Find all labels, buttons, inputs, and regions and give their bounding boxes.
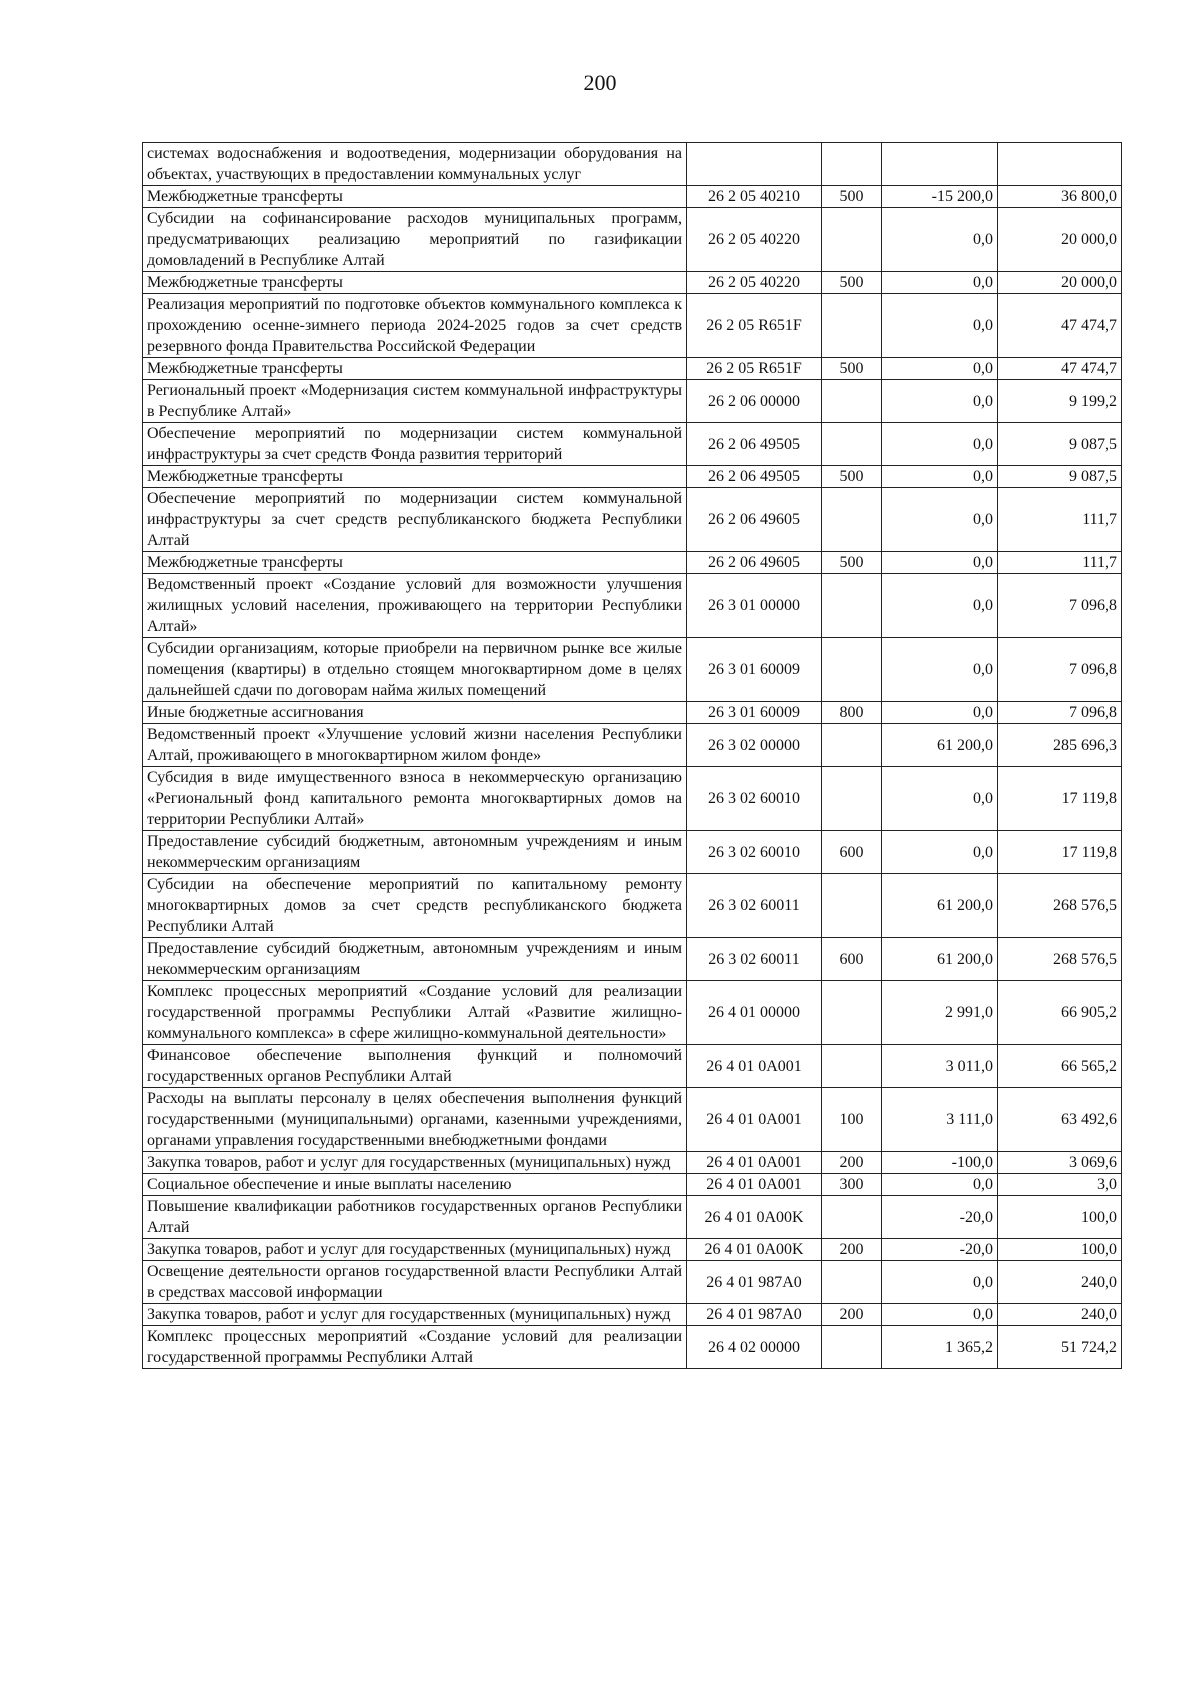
row-expense-type xyxy=(822,1196,882,1239)
row-total-amount: 240,0 xyxy=(998,1304,1122,1326)
table-row xyxy=(143,143,1122,186)
row-name: Предоставление субсидий бюджетным, автономным учреждениям и иным некоммерческим организациям xyxy=(143,831,687,874)
row-total-amount: 100,0 xyxy=(998,1239,1122,1261)
table-row xyxy=(143,874,1122,938)
row-expense-type xyxy=(822,874,882,938)
row-target-code: 26 3 02 60010 xyxy=(687,831,822,874)
table-row xyxy=(143,938,1122,981)
row-change-amount: 0,0 xyxy=(882,423,998,466)
table-row xyxy=(143,1152,1122,1174)
row-name: Субсидии на обеспечение мероприятий по капитальному ремонту многоквартирных домов за счет средств республиканского бюджета Республики Алтай xyxy=(143,874,687,938)
row-change-amount: 0,0 xyxy=(882,358,998,380)
row-change-amount: 0,0 xyxy=(882,831,998,874)
row-total-amount: 17 119,8 xyxy=(998,831,1122,874)
row-target-code: 26 4 01 0A00K xyxy=(687,1196,822,1239)
row-name: Ведомственный проект «Улучшение условий жизни населения Республики Алтай, проживающего в многоквартирном жилом фонде» xyxy=(143,724,687,767)
row-target-code: 26 2 05 40220 xyxy=(687,208,822,272)
table-body xyxy=(143,143,1122,1369)
row-target-code: 26 3 02 00000 xyxy=(687,724,822,767)
row-name: Межбюджетные трансферты xyxy=(143,466,687,488)
row-name: Закупка товаров, работ и услуг для государственных (муниципальных) нужд xyxy=(143,1239,687,1261)
row-expense-type xyxy=(822,1045,882,1088)
row-name: Предоставление субсидий бюджетным, автономным учреждениям и иным некоммерческим организациям xyxy=(143,938,687,981)
row-expense-type: 500 xyxy=(822,552,882,574)
row-name: Комплекс процессных мероприятий «Создание условий для реализации государственной программы Республики Алтай «Развитие жилищно-коммунального комплекса» в сфере жилищно-коммунальной деятельности» xyxy=(143,981,687,1045)
row-change-amount: 0,0 xyxy=(882,1304,998,1326)
row-expense-type: 200 xyxy=(822,1152,882,1174)
table-row xyxy=(143,488,1122,552)
row-name: Межбюджетные трансферты xyxy=(143,552,687,574)
row-expense-type xyxy=(822,724,882,767)
row-change-amount: 61 200,0 xyxy=(882,724,998,767)
row-name: Субсидии организациям, которые приобрели на первичном рынке все жилые помещения (квартиры) в отдельно стоящем многоквартирном доме в целях дальнейшей сдачи по договорам найма жилых помещений xyxy=(143,638,687,702)
row-change-amount: -15 200,0 xyxy=(882,186,998,208)
table-row xyxy=(143,272,1122,294)
row-change-amount: 0,0 xyxy=(882,272,998,294)
row-change-amount: 61 200,0 xyxy=(882,938,998,981)
row-total-amount: 63 492,6 xyxy=(998,1088,1122,1152)
row-expense-type xyxy=(822,380,882,423)
row-total-amount: 111,7 xyxy=(998,552,1122,574)
row-expense-type xyxy=(822,574,882,638)
row-target-code: 26 3 02 60011 xyxy=(687,874,822,938)
row-total-amount: 66 565,2 xyxy=(998,1045,1122,1088)
row-target-code: 26 4 01 987A0 xyxy=(687,1261,822,1304)
row-name: Субсидии на софинансирование расходов муниципальных программ, предусматривающих реализацию мероприятий по газификации домовладений в Республике Алтай xyxy=(143,208,687,272)
row-target-code: 26 4 01 0A001 xyxy=(687,1045,822,1088)
row-target-code: 26 3 02 60011 xyxy=(687,938,822,981)
row-change-amount: 0,0 xyxy=(882,767,998,831)
row-expense-type: 500 xyxy=(822,272,882,294)
row-total-amount: 66 905,2 xyxy=(998,981,1122,1045)
table-row xyxy=(143,574,1122,638)
row-total-amount: 9 199,2 xyxy=(998,380,1122,423)
row-target-code: 26 4 02 00000 xyxy=(687,1326,822,1369)
row-total-amount: 3 069,6 xyxy=(998,1152,1122,1174)
row-change-amount: -20,0 xyxy=(882,1239,998,1261)
row-expense-type: 500 xyxy=(822,358,882,380)
row-expense-type xyxy=(822,423,882,466)
table-row xyxy=(143,358,1122,380)
row-total-amount: 20 000,0 xyxy=(998,272,1122,294)
row-name: Обеспечение мероприятий по модернизации систем коммунальной инфраструктуры за счет средств Фонда развития территорий xyxy=(143,423,687,466)
row-expense-type: 200 xyxy=(822,1239,882,1261)
row-target-code: 26 4 01 00000 xyxy=(687,981,822,1045)
row-target-code: 26 4 01 0A001 xyxy=(687,1152,822,1174)
row-change-amount: 1 365,2 xyxy=(882,1326,998,1369)
table-row xyxy=(143,724,1122,767)
row-target-code: 26 3 01 00000 xyxy=(687,574,822,638)
row-expense-type: 200 xyxy=(822,1304,882,1326)
row-change-amount: 3 011,0 xyxy=(882,1045,998,1088)
row-name: Социальное обеспечение и иные выплаты населению xyxy=(143,1174,687,1196)
row-total-amount: 285 696,3 xyxy=(998,724,1122,767)
row-target-code: 26 4 01 0A001 xyxy=(687,1174,822,1196)
row-name: Региональный проект «Модернизация систем коммунальной инфраструктуры в Республике Алтай» xyxy=(143,380,687,423)
table-row xyxy=(143,767,1122,831)
row-expense-type xyxy=(822,488,882,552)
row-total-amount: 20 000,0 xyxy=(998,208,1122,272)
row-expense-type xyxy=(822,638,882,702)
row-total-amount: 7 096,8 xyxy=(998,702,1122,724)
row-expense-type: 800 xyxy=(822,702,882,724)
row-change-amount: 0,0 xyxy=(882,466,998,488)
table-row xyxy=(143,831,1122,874)
row-expense-type: 100 xyxy=(822,1088,882,1152)
row-name: Межбюджетные трансферты xyxy=(143,358,687,380)
row-target-code: 26 4 01 0A00K xyxy=(687,1239,822,1261)
row-target-code: 26 2 06 49505 xyxy=(687,423,822,466)
table-row xyxy=(143,702,1122,724)
row-name: Реализация мероприятий по подготовке объектов коммунального комплекса к прохождению осенне-зимнего периода 2024-2025 годов за счет средств резервного фонда Правительства Российской Федерации xyxy=(143,294,687,358)
table-row xyxy=(143,466,1122,488)
row-name: Обеспечение мероприятий по модернизации систем коммунальной инфраструктуры за счет средств республиканского бюджета Республики Алтай xyxy=(143,488,687,552)
table-row xyxy=(143,1088,1122,1152)
row-total-amount: 3,0 xyxy=(998,1174,1122,1196)
table-row xyxy=(143,1196,1122,1239)
row-target-code: 26 2 05 40220 xyxy=(687,272,822,294)
row-total-amount: 36 800,0 xyxy=(998,186,1122,208)
row-change-amount: 0,0 xyxy=(882,380,998,423)
row-target-code: 26 2 06 49505 xyxy=(687,466,822,488)
table-row xyxy=(143,1304,1122,1326)
row-total-amount: 240,0 xyxy=(998,1261,1122,1304)
row-name: Межбюджетные трансферты xyxy=(143,272,687,294)
row-total-amount: 111,7 xyxy=(998,488,1122,552)
table-row xyxy=(143,1174,1122,1196)
row-expense-type xyxy=(822,143,882,186)
row-name: Финансовое обеспечение выполнения функций и полномочий государственных органов Республики Алтай xyxy=(143,1045,687,1088)
row-name: Освещение деятельности органов государственной власти Республики Алтай в средствах массовой информации xyxy=(143,1261,687,1304)
row-target-code: 26 2 06 49605 xyxy=(687,552,822,574)
row-total-amount: 47 474,7 xyxy=(998,358,1122,380)
row-expense-type: 500 xyxy=(822,466,882,488)
table-row xyxy=(143,208,1122,272)
budget-table xyxy=(142,142,1122,1369)
row-name: Повышение квалификации работников государственных органов Республики Алтай xyxy=(143,1196,687,1239)
row-expense-type: 600 xyxy=(822,938,882,981)
row-change-amount: 0,0 xyxy=(882,638,998,702)
row-expense-type: 300 xyxy=(822,1174,882,1196)
row-change-amount: 0,0 xyxy=(882,552,998,574)
row-expense-type xyxy=(822,294,882,358)
row-expense-type xyxy=(822,208,882,272)
row-expense-type xyxy=(822,1326,882,1369)
row-target-code: 26 2 05 40210 xyxy=(687,186,822,208)
row-expense-type xyxy=(822,981,882,1045)
table-row xyxy=(143,1261,1122,1304)
row-name: Ведомственный проект «Создание условий для возможности улучшения жилищных условий населения, проживающего на территории Республики Алтай» xyxy=(143,574,687,638)
row-total-amount: 17 119,8 xyxy=(998,767,1122,831)
row-name: Закупка товаров, работ и услуг для государственных (муниципальных) нужд xyxy=(143,1304,687,1326)
row-expense-type: 600 xyxy=(822,831,882,874)
row-total-amount: 7 096,8 xyxy=(998,638,1122,702)
row-change-amount xyxy=(882,143,998,186)
row-change-amount: 2 991,0 xyxy=(882,981,998,1045)
row-target-code: 26 2 06 49605 xyxy=(687,488,822,552)
row-expense-type xyxy=(822,767,882,831)
table-row xyxy=(143,981,1122,1045)
page-number: 200 xyxy=(583,70,617,95)
row-name: Иные бюджетные ассигнования xyxy=(143,702,687,724)
row-name: Межбюджетные трансферты xyxy=(143,186,687,208)
row-change-amount: 0,0 xyxy=(882,1261,998,1304)
row-total-amount: 7 096,8 xyxy=(998,574,1122,638)
row-name: системах водоснабжения и водоотведения, модернизации оборудования на объектах, участвующих в предоставлении коммунальных услуг xyxy=(143,143,687,186)
row-change-amount: 61 200,0 xyxy=(882,874,998,938)
row-name: Закупка товаров, работ и услуг для государственных (муниципальных) нужд xyxy=(143,1152,687,1174)
row-change-amount: 0,0 xyxy=(882,294,998,358)
row-change-amount: 0,0 xyxy=(882,574,998,638)
row-target-code xyxy=(687,143,822,186)
row-total-amount: 9 087,5 xyxy=(998,466,1122,488)
row-change-amount: 0,0 xyxy=(882,702,998,724)
row-target-code: 26 2 06 00000 xyxy=(687,380,822,423)
row-change-amount: 0,0 xyxy=(882,208,998,272)
table-row xyxy=(143,380,1122,423)
row-name: Субсидия в виде имущественного взноса в некоммерческую организацию «Региональный фонд капитального ремонта многоквартирных домов на территории Республики Алтай» xyxy=(143,767,687,831)
row-total-amount: 47 474,7 xyxy=(998,294,1122,358)
table-row xyxy=(143,1045,1122,1088)
row-change-amount: 0,0 xyxy=(882,488,998,552)
row-change-amount: 0,0 xyxy=(882,1174,998,1196)
row-target-code: 26 4 01 987A0 xyxy=(687,1304,822,1326)
row-total-amount: 268 576,5 xyxy=(998,874,1122,938)
row-target-code: 26 2 05 R651F xyxy=(687,358,822,380)
row-target-code: 26 3 01 60009 xyxy=(687,702,822,724)
row-expense-type: 500 xyxy=(822,186,882,208)
row-total-amount: 100,0 xyxy=(998,1196,1122,1239)
row-change-amount: -100,0 xyxy=(882,1152,998,1174)
row-total-amount xyxy=(998,143,1122,186)
row-change-amount: -20,0 xyxy=(882,1196,998,1239)
row-name: Расходы на выплаты персоналу в целях обеспечения выполнения функций государственными (муниципальными) органами, казенными учреждениями, органами управления государственными внебюджетными фондами xyxy=(143,1088,687,1152)
table-row xyxy=(143,186,1122,208)
table-row xyxy=(143,1326,1122,1369)
row-expense-type xyxy=(822,1261,882,1304)
row-target-code: 26 3 02 60010 xyxy=(687,767,822,831)
row-total-amount: 9 087,5 xyxy=(998,423,1122,466)
table-row xyxy=(143,294,1122,358)
row-target-code: 26 3 01 60009 xyxy=(687,638,822,702)
table-row xyxy=(143,638,1122,702)
row-total-amount: 268 576,5 xyxy=(998,938,1122,981)
row-target-code: 26 4 01 0A001 xyxy=(687,1088,822,1152)
table-row xyxy=(143,552,1122,574)
row-change-amount: 3 111,0 xyxy=(882,1088,998,1152)
row-name: Комплекс процессных мероприятий «Создание условий для реализации государственной программы Республики Алтай xyxy=(143,1326,687,1369)
row-target-code: 26 2 05 R651F xyxy=(687,294,822,358)
table-row xyxy=(143,423,1122,466)
table-row xyxy=(143,1239,1122,1261)
row-total-amount: 51 724,2 xyxy=(998,1326,1122,1369)
